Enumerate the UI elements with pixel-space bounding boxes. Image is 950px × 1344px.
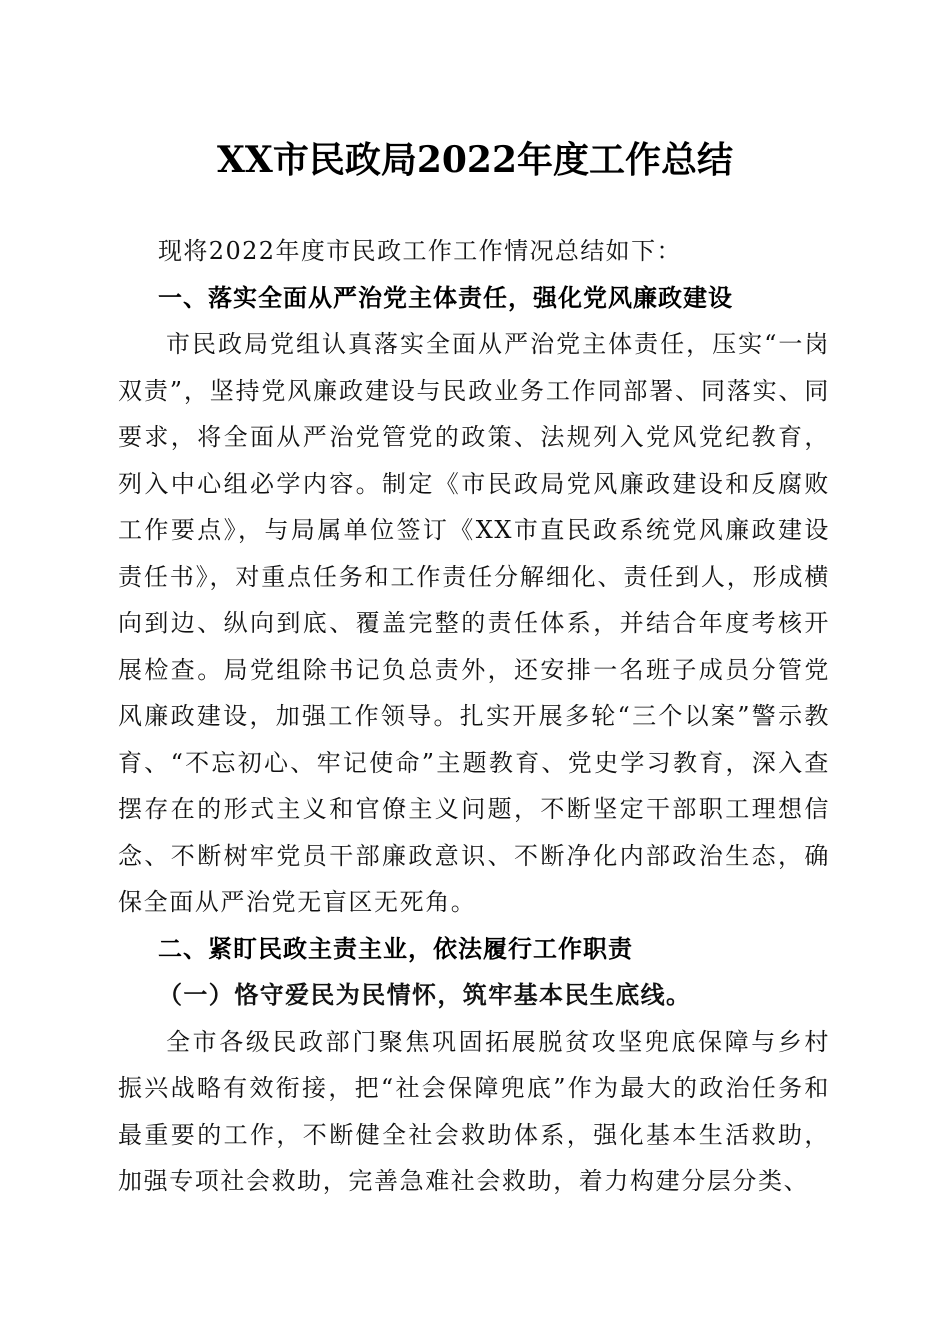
- section2-heading: 二、紧盯民政主责主业，依法履行工作职责: [158, 934, 633, 963]
- document-title: XX市民政局2022年度工作总结: [216, 139, 734, 181]
- document-body: [118, 228, 830, 1205]
- intro-paragraph: 现将2022年度市民政工作工作情况总结如下：: [158, 237, 682, 265]
- section1-paragraph: 市民政局党组认真落实全面从严治党主体责任，压实“一岗双责”，坚持党风廉政建设与民政业务工作同部署、同落实、同要求，将全面从严治党管党的政策、法规列入党风党纪教育，列入中心组必学内容。制定《市民政局党风廉政建设和反腐败工作要点》，与局属单位签订《XX市直民政系统党风廉政建设责任书》，对重点任务和工作责任分解细化、责任到人，形成横向到边、纵向到底、覆盖完整的责任体系，并结合年度考核开展检查。局党组除书记负总责外，还安排一名班子成员分管党风廉政建设，加强工作领导。扎实开展多轮“三个以案”警示教育、“不忘初心、牢记使命”主题教育、党史学习教育，深入查摆存在的形式主义和官僚主义问题，不断坚定干部职工理想信念、不断树牢党员干部廉政意识、不断净化内部政治生态，确保全面从严治党无盲区无死角。: [118, 330, 830, 916]
- section2-paragraph: 全市各级民政部门聚焦巩固拓展脱贫攻坚兜底保障与乡村振兴战略有效衔接，把“社会保障兜底”作为最大的政治任务和最重要的工作，不断健全社会救助体系，强化基本生活救助，加强专项社会救助，完善急难社会救助，着力构建分层分类、: [118, 1027, 830, 1195]
- section2-subheading: （一）恪守爱民为民情怀，筑牢基本民生底线。: [158, 980, 692, 1009]
- section1-heading: 一、落实全面从严治党主体责任，强化党风廉政建设: [158, 283, 733, 312]
